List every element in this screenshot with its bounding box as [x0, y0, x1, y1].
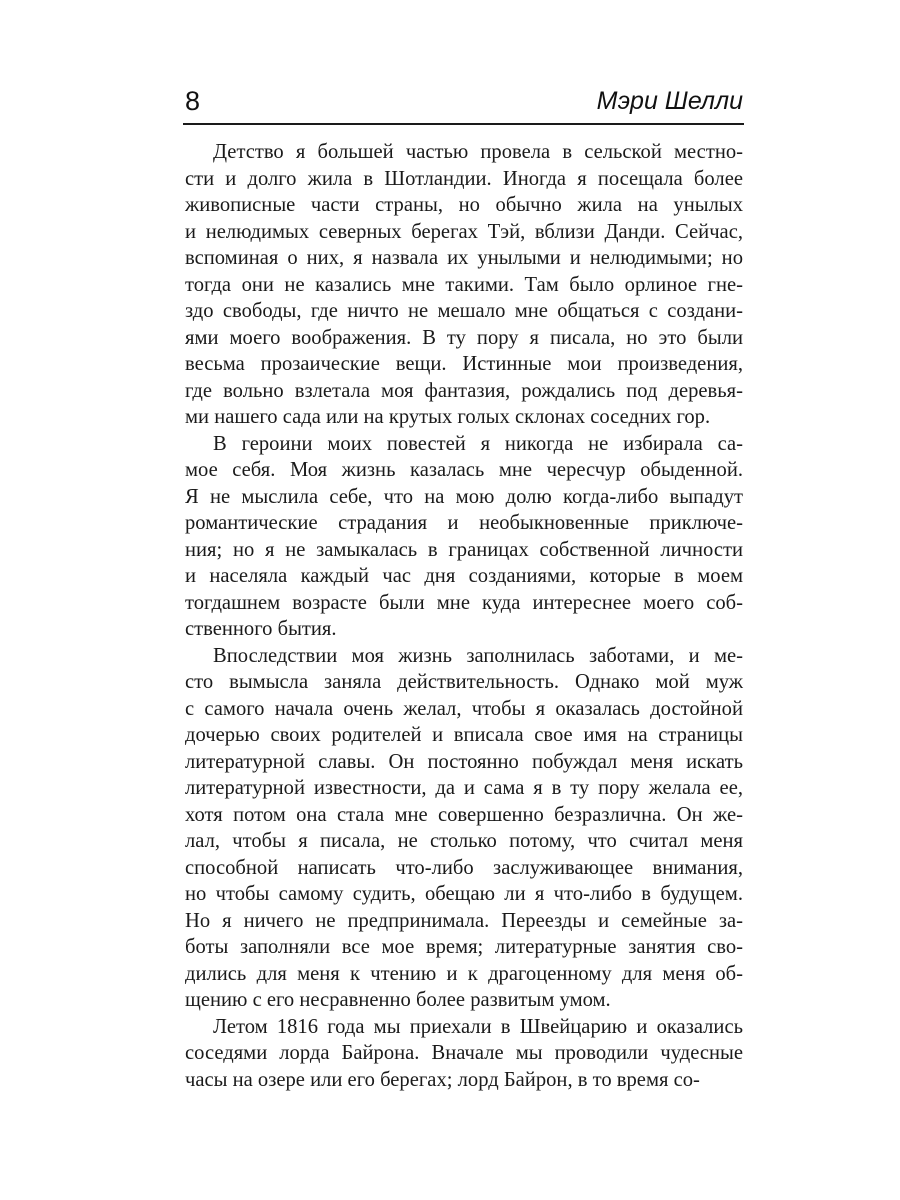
text-line: Впоследствии моя жизнь заполнилась заботами, и ме- — [213, 644, 743, 667]
page-number: 8 — [185, 86, 201, 116]
text-line: с самого начала очень желал, чтобы я оказалась достойной — [185, 697, 743, 720]
text-line: сто вымысла заняла действительность. Однако мой муж — [185, 671, 743, 693]
text-line: лал, чтобы я писала, не столько потому, что считал меня — [185, 830, 743, 852]
text-line: ями моего воображения. В ту пору я писала, но это были — [185, 326, 743, 349]
text-line: мое себя. Моя жизнь казалась мне чересчур обыденной. — [185, 459, 743, 481]
running-title: Мэри Шелли — [596, 87, 743, 115]
text-line: где вольно взлетала моя фантазия, рождались под деревья- — [185, 379, 743, 402]
body-text — [185, 139, 743, 1093]
text-line: соседями лорда Байрона. Вначале мы проводили чудесные — [185, 1042, 743, 1064]
text-line: ми нашего сада или на крутых голых склонах соседних гор. — [185, 406, 711, 428]
text-line: Летом 1816 года мы приехали в Швейцарию и оказались — [213, 1015, 743, 1038]
text-line: В героини моих повестей я никогда не избирала са- — [213, 432, 743, 455]
text-line: часы на озере или его берегах; лорд Байрон, в то время со- — [185, 1068, 700, 1091]
text-line: хотя потом она стала мне совершенно безразлична. Он же- — [185, 803, 743, 826]
paragraph — [185, 643, 743, 1014]
text-line: весьма прозаические вещи. Истинные мои произведения, — [185, 353, 743, 375]
text-line: литературной известности, да и сама я в ту пору желала ее, — [185, 777, 743, 799]
text-line: дились для меня к чтению и к драгоценному для меня об- — [185, 962, 743, 985]
text-line: щению с его несравненно более развитым умом. — [185, 989, 611, 1011]
text-line: и нелюдимых северных берегах Тэй, вблизи Данди. Сейчас, — [185, 220, 743, 243]
text-line: Я не мыслила себе, что на мою долю когда-либо выпадут — [185, 485, 743, 508]
text-line: литературной славы. Он постоянно побуждал меня искать — [185, 750, 743, 773]
text-line: тогдашнем возрасте были мне куда интереснее моего соб- — [185, 591, 743, 614]
header-rule — [183, 123, 744, 125]
text-line: дочерью своих родителей и вписала свое имя на страницы — [185, 724, 743, 746]
text-line: романтические страдания и необыкновенные приключе- — [185, 512, 743, 534]
text-line: сти и долго жила в Шотландии. Иногда я посещала более — [185, 167, 743, 190]
text-line: но чтобы самому судить, обещаю ли я что-либо в будущем. — [185, 883, 743, 905]
text-line: живописные части страны, но обычно жила на унылых — [185, 194, 743, 216]
paragraph — [185, 1014, 743, 1094]
text-line: ственного бытия. — [185, 618, 337, 640]
text-line: боты заполняли все мое время; литературные занятия сво- — [185, 936, 743, 958]
text-line: Но я ничего не предпринимала. Переезды и семейные за- — [185, 909, 743, 932]
text-line: и населяла каждый час дня созданиями, которые в моем — [185, 565, 743, 587]
text-line: способной написать что-либо заслуживающее внимания, — [185, 856, 743, 879]
paragraph — [185, 431, 743, 643]
text-line: ния; но я не замыкалась в границах собственной личности — [185, 538, 743, 561]
paragraph — [185, 139, 743, 431]
running-header — [185, 84, 743, 124]
text-line: Детство я большей частью провела в сельской местно- — [213, 141, 743, 163]
text-line: здо свободы, где ничто не мешало мне общаться с создани- — [185, 300, 743, 322]
text-line: вспоминая о них, я назвала их унылыми и нелюдимыми; но — [185, 247, 743, 269]
text-line: тогда они не казались мне такими. Там было орлиное гне- — [185, 273, 743, 296]
